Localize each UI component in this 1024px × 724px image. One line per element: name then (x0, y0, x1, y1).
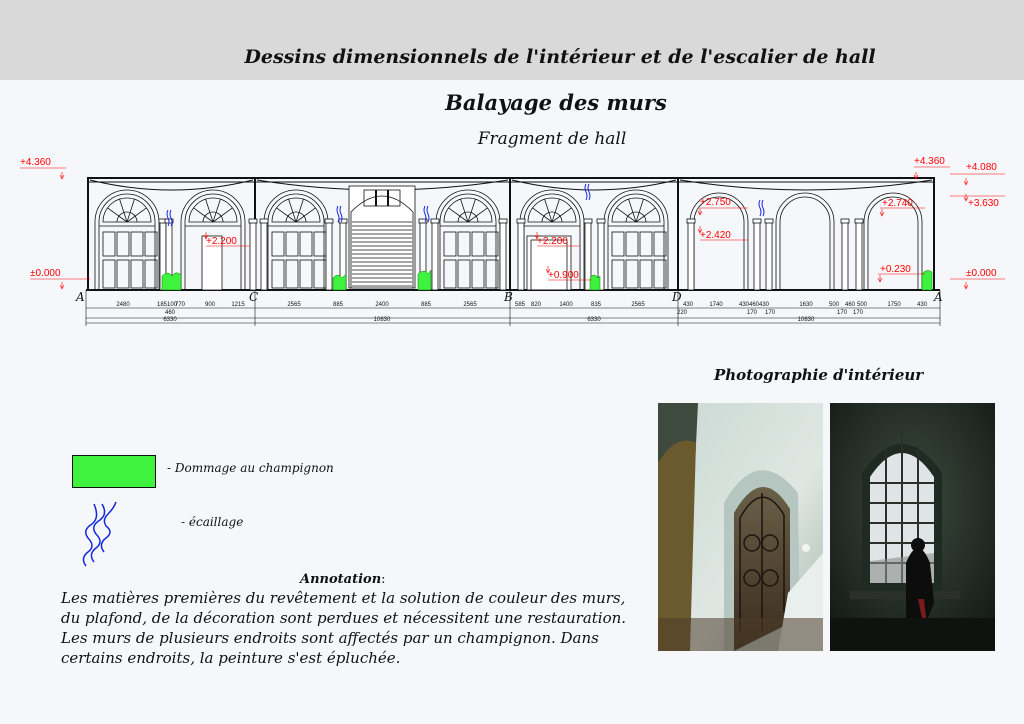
pilaster (518, 222, 524, 290)
pilaster-capital (687, 219, 695, 223)
door-panel (286, 260, 298, 288)
elevation-label: +2.750 (700, 197, 731, 208)
annotation-title-suffix: : (381, 572, 386, 587)
dimension-label: 500 (828, 302, 840, 308)
door-panel (612, 232, 624, 256)
door-panel (117, 260, 129, 288)
pilaster (754, 222, 760, 290)
photos-title: Photographie d'intérieur (714, 366, 924, 384)
door-panel (626, 260, 638, 288)
pilaster-capital (753, 219, 761, 223)
dimension-total: 6330 (163, 317, 177, 323)
drawing-subtitle: Fragment de hall (477, 129, 627, 149)
door-panel (626, 232, 638, 256)
dimension-total: 10830 (797, 317, 815, 323)
elevation-arrow (698, 208, 702, 215)
dimension-label: 1215 (231, 302, 245, 308)
dimension-label: 2400 (375, 302, 389, 308)
flaking-legend-label: - écaillage (181, 515, 244, 529)
axis-letter: C (249, 290, 259, 304)
pilaster (432, 222, 438, 290)
dimension-label: 820 (530, 302, 542, 308)
dimension-label: 1740 (709, 302, 723, 308)
dimension-label: 2565 (287, 302, 301, 308)
pilaster-capital (517, 219, 525, 223)
dimension-label: 2480 (116, 302, 130, 308)
fungus-legend-swatch (72, 455, 156, 488)
elevation-marker (20, 157, 66, 179)
elevation-arrow (964, 178, 968, 185)
door-panel (640, 232, 652, 256)
pilaster-capital (597, 219, 605, 223)
fanlight-bar (296, 199, 303, 222)
pilaster (261, 222, 267, 290)
arch-inner (780, 197, 830, 290)
elevation-arrow (60, 172, 64, 179)
door-panel (458, 260, 470, 288)
door-panel (272, 260, 284, 288)
elevation-marker (30, 268, 90, 289)
dimension-label: 430 (758, 302, 770, 308)
door-panel (103, 232, 115, 256)
door-panel (300, 232, 312, 256)
axis-letter: A (76, 290, 85, 304)
flaking-legend-icon (78, 500, 128, 570)
dimension-total: 10830 (373, 317, 391, 323)
fanlight-bar (206, 199, 213, 222)
door-panel (458, 232, 470, 256)
fanlight-bar (213, 199, 220, 222)
door-panel (103, 260, 115, 288)
pilaster-capital (765, 219, 773, 223)
elevation-label: +3.630 (968, 198, 999, 209)
window-bay (776, 193, 834, 290)
door-panel (272, 232, 284, 256)
window-bay (264, 190, 328, 290)
door-panel (444, 232, 456, 256)
dimension-label-small: 170 (836, 310, 848, 316)
elevation-arrow (880, 209, 884, 216)
elevation-label: +4.360 (914, 156, 945, 167)
dimension-label: 460 (748, 302, 760, 308)
arch-inner (694, 197, 744, 290)
axis-letter: B (504, 290, 513, 304)
axis-letter: D (672, 290, 682, 304)
pilaster (250, 222, 256, 290)
door-panel (131, 260, 143, 288)
elevation-arrow (964, 282, 968, 289)
arch-inner (868, 197, 918, 290)
pilaster-capital (431, 219, 439, 223)
elevation-marker (914, 156, 950, 179)
window-bay (95, 190, 159, 290)
drawing-title: Balayage des murs (445, 90, 667, 115)
door-panel (472, 260, 484, 288)
dimension-label: 185 (156, 302, 168, 308)
dimension-label: 2565 (463, 302, 477, 308)
page-title: Dessins dimensionnels de l'intérieur et de l'escalier de hall (244, 46, 876, 68)
fanlight-bar (127, 199, 134, 222)
elevation-marker (950, 268, 1005, 289)
dimension-label: 900 (204, 302, 216, 308)
elevation-marker (950, 162, 1005, 185)
dimension-label: 430 (682, 302, 694, 308)
dimension-label: 1750 (887, 302, 901, 308)
elevation-label: ±0.000 (966, 268, 997, 279)
window-bay (436, 190, 500, 290)
fanlight-bar (636, 199, 643, 222)
door-panel (472, 232, 484, 256)
pilaster-capital (339, 219, 347, 223)
pilaster-capital (499, 219, 507, 223)
pilaster-capital (249, 219, 257, 223)
dimension-label-small: 170 (852, 310, 864, 316)
door-panel (444, 260, 456, 288)
elevation-label: +2.200 (206, 236, 237, 247)
pilaster (688, 222, 694, 290)
fanlight-bar (545, 199, 552, 222)
dimension-label: 1400 (559, 302, 573, 308)
elevation-arrow (60, 282, 64, 289)
pilaster-capital (260, 219, 268, 223)
elevation-label: +4.360 (20, 157, 51, 168)
elevation-marker (535, 232, 580, 247)
interior-photo-window (830, 403, 995, 651)
dimension-total: 6330 (587, 317, 601, 323)
elevation-marker (698, 197, 748, 215)
dimension-label: 500 (856, 302, 868, 308)
wall-elevation-drawing (0, 150, 1024, 330)
pilaster (766, 222, 772, 290)
dimension-label: 585 (514, 302, 526, 308)
dimension-label: 885 (420, 302, 432, 308)
dimension-label: 835 (590, 302, 602, 308)
dimension-label-small: 170 (746, 310, 758, 316)
door-panel (612, 260, 624, 288)
door-panel (131, 232, 143, 256)
fanlight-bar (468, 199, 475, 222)
fanlight-bar (289, 199, 296, 222)
elevation-label: +0.230 (880, 264, 911, 275)
elevation-label: +4.080 (966, 162, 997, 173)
dimension-labels (116, 302, 927, 316)
dimension-label: 770 (174, 302, 186, 308)
interior-photo-arched-door (658, 403, 823, 651)
elevation-label: +2.740 (882, 198, 913, 209)
elevation-label: +0.900 (548, 270, 579, 281)
elevation-arrow (878, 275, 882, 282)
dimension-label: 430 (738, 302, 750, 308)
fanlight-bar (552, 199, 559, 222)
door-panel (286, 232, 298, 256)
header-band (0, 0, 1024, 80)
pilaster (856, 222, 862, 290)
dimension-label-small: 170 (764, 310, 776, 316)
elevation-label: +2.420 (700, 230, 731, 241)
dimension-label: 430 (916, 302, 928, 308)
dimension-label: 2565 (631, 302, 645, 308)
fanlight-bar (629, 199, 636, 222)
annotation-text: Les matières premières du revêtement et la solution de couleur des murs, du plafond, de la décoration sont perdues et nécessitent une restauration. Les murs de plusieurs endroits sont affectés par un champignon. Dans certains endroits, la peinture s'est épluchée. (61, 589, 627, 667)
annotation-heading (300, 572, 386, 587)
dimension-label: 100 (166, 302, 178, 308)
door-panel (300, 260, 312, 288)
window-bay (604, 190, 668, 290)
annotation-title: Annotation (300, 572, 382, 587)
axis-letter: A (934, 290, 943, 304)
door-panel (640, 260, 652, 288)
staircase (349, 186, 415, 288)
pilaster (326, 222, 332, 290)
dimension-label-small: 460 (164, 310, 176, 316)
door-panel (117, 232, 129, 256)
elevation-marker (950, 194, 1005, 209)
fungus-legend-label: - Dommage au champignon (167, 461, 334, 475)
pilaster (842, 222, 848, 290)
dimension-label: 460 (844, 302, 856, 308)
pilaster-capital (855, 219, 863, 223)
fanlight-bar (461, 199, 468, 222)
dimension-label-small: 220 (676, 310, 688, 316)
dimension-label: 885 (332, 302, 344, 308)
pilaster-capital (584, 219, 592, 223)
elevation-label: +2.200 (537, 236, 568, 247)
dimension-label: 1630 (799, 302, 813, 308)
pilaster-capital (325, 219, 333, 223)
elevation-label: ±0.000 (30, 268, 61, 279)
elevation-marker (204, 232, 250, 247)
fanlight-bar (120, 199, 127, 222)
pilaster (500, 222, 506, 290)
elevation-marker (698, 226, 748, 241)
pilaster-capital (841, 219, 849, 223)
